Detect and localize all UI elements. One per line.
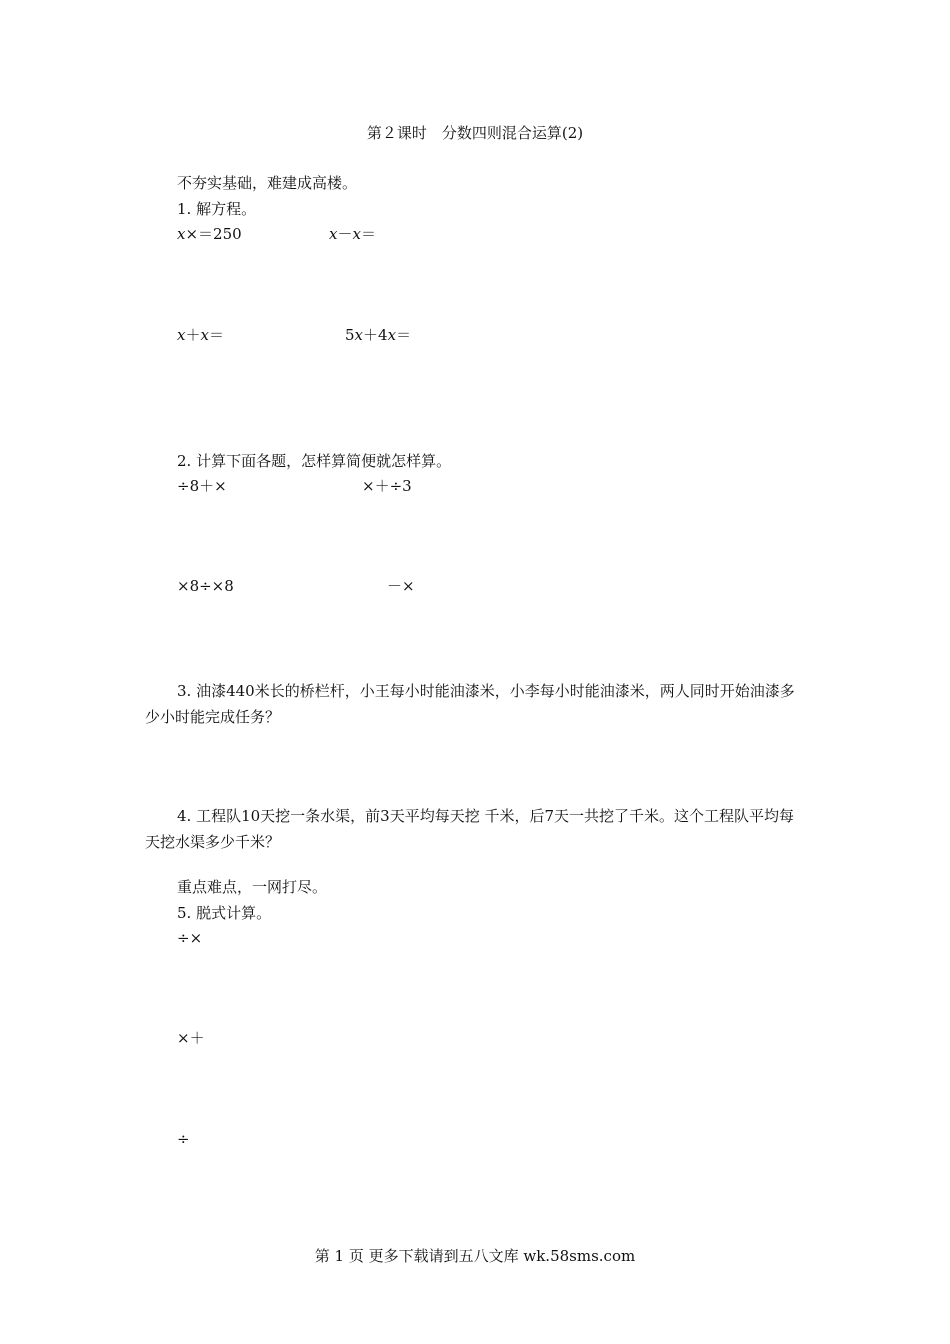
expression-5b: ×＋ <box>177 1029 205 1047</box>
page-footer: 第 1 页 更多下载请到五八文库 wk.58sms.com <box>314 1247 636 1265</box>
section-heading-key-points: 重点难点，一网打尽。 <box>177 878 328 896</box>
expression-2c: ×8÷×8 <box>177 577 234 595</box>
question-3-text: 3. 油漆440米长的桥栏杆，小王每小时能油漆米，小李每小时能油漆米，两人同时开始油漆多少小时能完成任务？ <box>145 682 795 726</box>
question-4-text: 4. 工程队10天挖一条水渠，前3天平均每天挖 千米，后7天一共挖了千米。这个工程队平均每天挖水渠多少千米？ <box>145 807 795 851</box>
equation-1c: x＋x＝ <box>177 326 224 344</box>
section-heading-basics: 不夯实基础，难建成高楼。 <box>177 174 358 192</box>
question-2-label: 2. 计算下面各题，怎样算简便就怎样算。 <box>177 452 452 470</box>
equation-1b: x－x＝ <box>329 225 376 243</box>
expression-5c: ÷ <box>177 1130 190 1148</box>
equation-1d: 5x＋4x＝ <box>345 326 412 344</box>
equation-1a: x×＝250 <box>177 225 242 243</box>
question-5-label: 5. 脱式计算。 <box>177 904 272 922</box>
page-title: 第２课时 分数四则混合运算(2) <box>366 124 584 142</box>
expression-2d: －× <box>387 577 415 595</box>
expression-5a: ÷× <box>177 929 203 947</box>
expression-2b: ×＋÷3 <box>362 477 412 495</box>
question-1-label: 1. 解方程。 <box>177 200 257 218</box>
expression-2a: ÷8＋× <box>177 477 227 495</box>
